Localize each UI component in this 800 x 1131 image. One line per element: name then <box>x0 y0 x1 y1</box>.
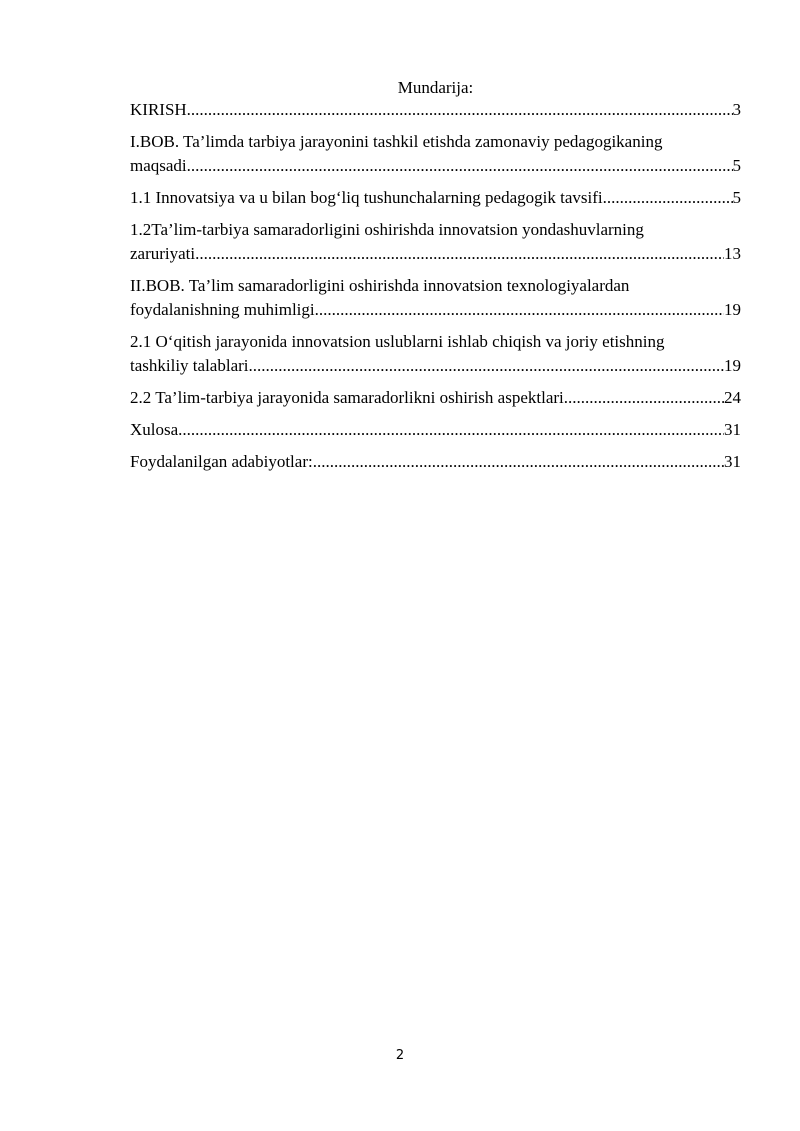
toc-page-number: 24 <box>724 388 741 407</box>
dot-leader <box>187 154 733 178</box>
toc-entry-title: foydalanishning muhimligi <box>130 300 315 319</box>
page-number: 2 <box>395 1048 405 1063</box>
toc-entry-chapter-1[interactable] <box>130 130 741 178</box>
toc-page-number: 13 <box>724 244 741 263</box>
dot-leader <box>603 186 733 210</box>
toc-entry-title: 1.1 Innovatsiya va u bilan bog‘liq tushunchalarning pedagogik tavsifi <box>130 188 603 207</box>
table-of-contents <box>130 98 741 482</box>
dot-leader <box>315 298 724 322</box>
toc-entry-title-line: I.BOB. Ta’limda tarbiya jarayonini tashkil etishda zamonaviy pedagogikaning <box>130 132 663 151</box>
toc-entry-section-1-2[interactable] <box>130 218 741 266</box>
toc-entry-title-line: 2.1 O‘qitish jarayonida innovatsion uslublarni ishlab chiqish va joriy etishning <box>130 332 665 351</box>
toc-entry-title-line: II.BOB. Ta’lim samaradorligini oshirishda innovatsion texnologiyalardan <box>130 276 630 295</box>
toc-entry-title: zaruriyati <box>130 244 196 263</box>
toc-entry-chapter-2[interactable] <box>130 274 741 322</box>
toc-title: Mundarija: <box>397 78 474 97</box>
dot-leader <box>313 450 724 474</box>
toc-page-number: 3 <box>732 100 741 119</box>
toc-entry-kirish[interactable] <box>130 98 741 122</box>
dot-leader <box>187 98 733 122</box>
toc-entry-title: tashkiliy talablari <box>130 356 249 375</box>
toc-entry-title: KIRISH <box>130 100 187 119</box>
toc-page-number: 19 <box>724 300 741 319</box>
toc-entry-title-line: 1.2Ta’lim-tarbiya samaradorligini oshirishda innovatsion yondashuvlarning <box>130 220 644 239</box>
toc-page-number: 31 <box>724 420 741 439</box>
dot-leader <box>249 354 725 378</box>
toc-entry-section-2-2[interactable] <box>130 386 741 410</box>
dot-leader <box>564 386 724 410</box>
toc-entry-title: Foydalanilgan adabiyotlar: <box>130 452 313 471</box>
toc-page-number: 31 <box>724 452 741 471</box>
dot-leader <box>195 242 724 266</box>
toc-entry-section-1-1[interactable] <box>130 186 741 210</box>
dot-leader <box>178 418 724 442</box>
toc-entry-title: 2.2 Ta’lim-tarbiya jarayonida samaradorlikni oshirish aspektlari <box>130 388 564 407</box>
toc-page-number: 19 <box>724 356 741 375</box>
toc-page-number: 5 <box>732 156 741 175</box>
toc-entry-references[interactable] <box>130 450 741 474</box>
toc-entry-title: maqsadi <box>130 156 187 175</box>
toc-entry-section-2-1[interactable] <box>130 330 741 378</box>
toc-entry-xulosa[interactable] <box>130 418 741 442</box>
toc-entry-title: Xulosa <box>130 420 179 439</box>
toc-page-number: 5 <box>732 188 741 207</box>
